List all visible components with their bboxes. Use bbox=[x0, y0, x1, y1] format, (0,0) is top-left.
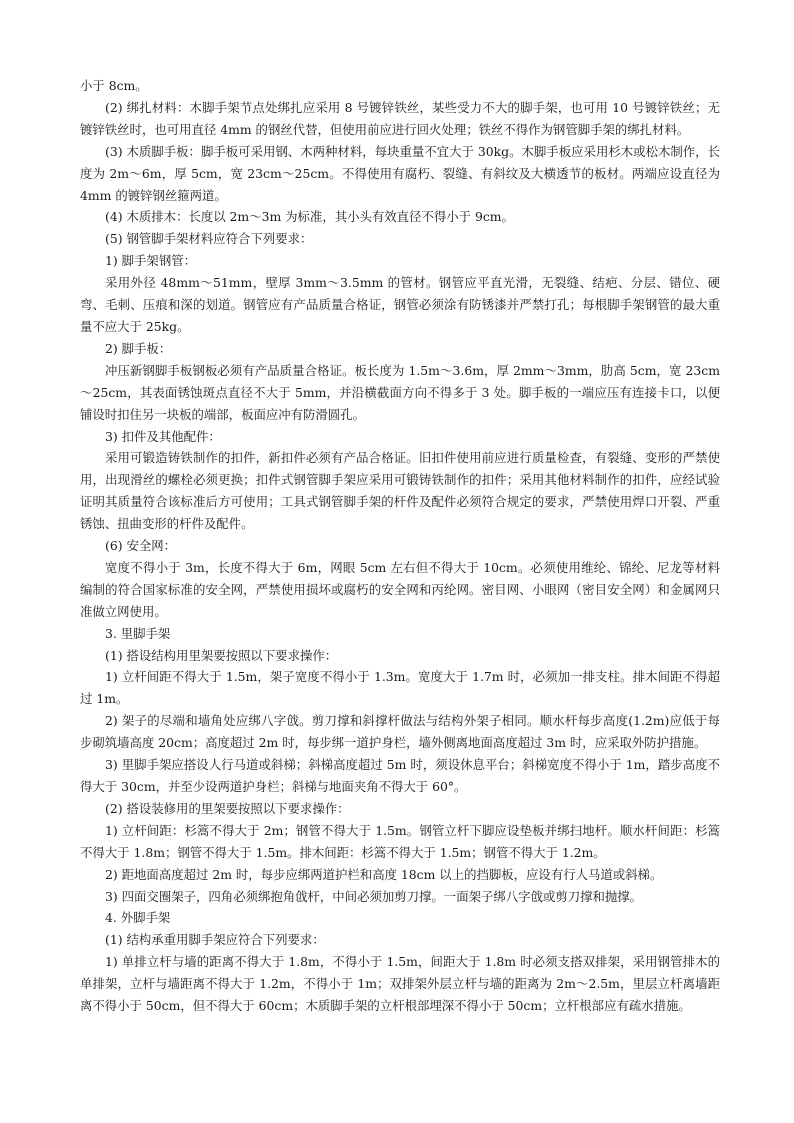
paragraph: 3) 里脚手架应搭设人行马道或斜梯；斜梯高度超过 5m 时，须设休息平台；斜梯宽度不得小于 1m，踏步高度不得大于 30cm，并至少设两道护身栏；斜梯与地面夹角不得大于 60°。 bbox=[80, 757, 720, 794]
paragraph: 2) 架子的尽端和墙角处应绑八字戗。剪刀撑和斜撑杆做法与结构外架子相同。顺水杆每步高度(1.2m)应低于每步砌筑墙高度 20cm；高度超过 2m 时，每步绑一道护身栏，墙外侧离地面高度超过 3m 时，应采取外防护措施。 bbox=[80, 713, 720, 751]
paragraph: 冲压新钢脚手板钢板必须有产品质量合格证。板长度为 1.5m～3.6m，厚 2mm～3mm，肋高 5cm，宽 23cm～25cm，其表面锈蚀斑点直径不大于 5mm，并沿横截面方向不得多于 3 处。脚手板的一端应压有连接卡口，以便铺设时扣住另一块板的端部，板面应冲有防滑圆孔。 bbox=[80, 362, 720, 422]
document-body bbox=[80, 75, 720, 1017]
paragraph: (1) 结构承重用脚手架应符合下列要求： bbox=[105, 932, 325, 948]
paragraph: (5) 钢管脚手架材料应符合下列要求： bbox=[105, 231, 313, 247]
paragraph: (2) 搭设装修用的里架要按照以下要求操作： bbox=[105, 800, 350, 816]
paragraph: (2) 绑扎材料：木脚手架节点处绑扎应采用 8 号镀锌铁丝，某些受力不大的脚手架，也可用 10 号镀锌铁丝；无镀锌铁丝时，也可用直径 4mm 的钢丝代替，但使用前应进行回火处理；铁丝不得作为钢管脚手架的绑扎材料。 bbox=[80, 99, 720, 137]
paragraph: 3) 四面交圈架子，四角必须绑抱角戗杆，中间必须加剪刀撑。一面架子绑八字戗或剪刀撑和抛撑。 bbox=[105, 888, 643, 904]
paragraph: 小于 8cm。 bbox=[80, 78, 148, 93]
paragraph: 1) 立杆间距不得大于 1.5m，架子宽度不得小于 1.3m。宽度大于 1.7m 时，必须加一排支柱。排木间距不得超过 1m。 bbox=[80, 669, 720, 707]
paragraph: 3. 里脚手架 bbox=[105, 625, 171, 641]
paragraph: 宽度不得小于 3m，长度不得大于 6m，网眼 5cm 左右但不得大于 10cm。必须使用维纶、锦纶、尼龙等材料编制的符合国家标准的安全网，严禁使用损坏或腐朽的安全网和丙纶网。密目网、小眼网（密目安全网）和金属网只准做立网使用。 bbox=[80, 559, 720, 619]
paragraph: 1) 单排立杆与墙的距离不得大于 1.8m，不得小于 1.5m，间距大于 1.8m 时必须支搭双排架，采用钢管排木的单排架，立杆与墙距离不得大于 1.2m，不得小于 1m；双排架外层立杆与墙的距离为 2m～2.5m，里层立杆离墙距离不得小于 50cm，但不得大于 60cm；木质脚手架的立杆根部埋深不得小于 50cm；立杆根部应有疏水措施。 bbox=[80, 954, 720, 1014]
paragraph: 4. 外脚手架 bbox=[105, 910, 171, 926]
paragraph: 采用外径 48mm～51mm，壁厚 3mm～3.5mm 的管材。钢管应平直光滑，无裂缝、结疤、分层、错位、硬弯、毛刺、压痕和深的划道。钢管应有产品质量合格证，钢管必须涂有防锈漆并严禁打孔；每根脚手架钢管的最大重量不应大于 25kg。 bbox=[80, 275, 720, 334]
paragraph: (4) 木质排木：长度以 2m～3m 为标准，其小头有效直径不得小于 9cm。 bbox=[105, 209, 514, 225]
paragraph: (6) 安全网： bbox=[105, 538, 177, 554]
paragraph: 1) 脚手架钢管： bbox=[105, 253, 196, 269]
paragraph: 3) 扣件及其他配件： bbox=[105, 428, 221, 444]
paragraph: 2) 脚手板： bbox=[105, 340, 172, 356]
paragraph: 2) 距地面高度超过 2m 时，每步应绑两道护栏和高度 18cm 以上的挡脚板，应设有行人马道或斜梯。 bbox=[105, 866, 663, 882]
paragraph: (1) 搭设结构用里架要按照以下要求操作： bbox=[105, 647, 338, 663]
paragraph: 采用可锻造铸铁制作的扣件，新扣件必须有产品合格证。旧扣件使用前应进行质量检查，有裂缝、变形的严禁使用，出现滑丝的螺栓必须更换；扣件式钢管脚手架应采用可锻铸铁制作的扣件；采用其他材料制作的扣件，应经试验证明其质量符合该标准后方可使用；工具式钢管脚手架的杆件及配件必须符合规定的要求，严禁使用焊口开裂、严重锈蚀、扭曲变形的杆件及配件。 bbox=[80, 450, 720, 532]
paragraph: (3) 木质脚手板：脚手板可采用钢、木两种材料，每块重量不宜大于 30kg。木脚手板应采用杉木或松木制作，长度为 2m～6m，厚 5cm，宽 23cm～25cm。不得使用有腐朽、裂缝、有斜纹及大横透节的板材。两端应设直径为 4mm 的镀锌钢丝箍两道。 bbox=[80, 143, 720, 203]
paragraph: 1) 立杆间距：杉篙不得大于 2m；钢管不得大于 1.5m。钢管立杆下脚应设垫板并绑扫地杆。顺水杆间距：杉篙不得大于 1.8m；钢管不得大于 1.5m。排木间距：杉篙不得大于 1.5m；钢管不得大于 1.2m。 bbox=[80, 822, 720, 860]
